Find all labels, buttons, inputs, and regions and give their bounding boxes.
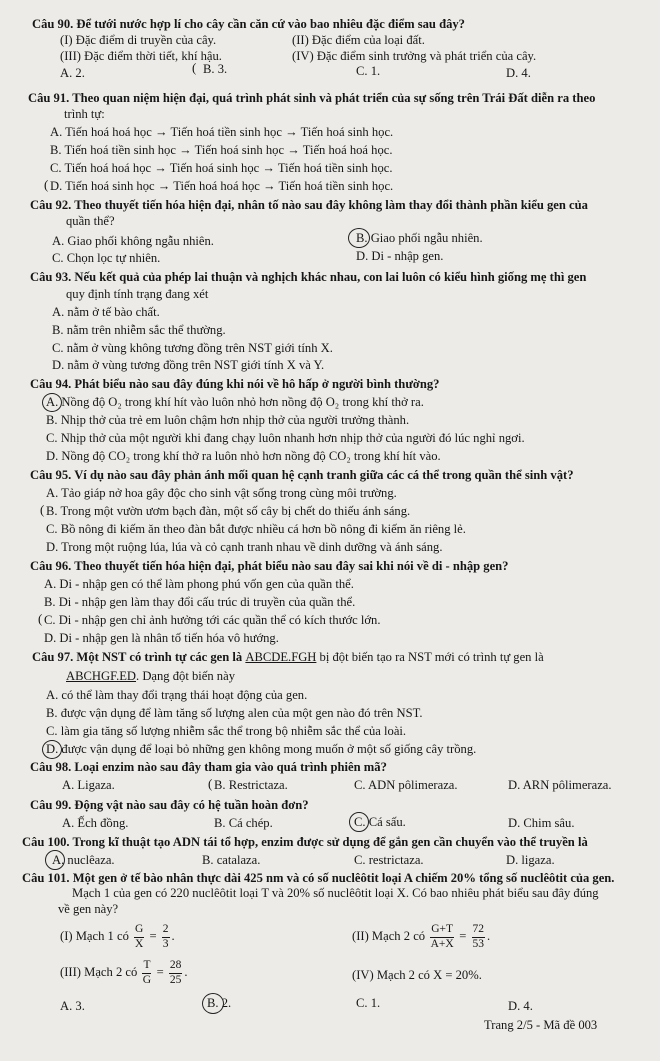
q98-option-c: C. ADN pôlimeraza. [354,778,458,792]
q90-answer-mark: ( [192,60,197,75]
q101-s1-numerator: G [134,924,144,938]
q97-option-d: D. được vận dụng để loại bỏ những gen không mong muốn ở một số giống cây trồng. [46,742,477,756]
q91-option-d: D. Tiến hoá sinh học → Tiến hoá hoá học → Tiến hoá tiền sinh học. [50,179,394,193]
q92-option-b: B. Giao phối ngẫu nhiên. [356,231,483,245]
q101-s1-value-num: 2 [162,924,170,938]
q93-stem-cont: quy định tính trạng đang xét [66,287,209,301]
q101-s3-numerator: T [142,960,151,974]
q97-stem-pre: Câu 97. Một NST có trình tự các gen là [32,650,246,664]
q90-option-d: D. 4. [506,66,531,80]
q99-option-a: A. Ếch đồng. [62,816,129,830]
q98-option-d: D. ARN pôlimeraza. [508,778,612,792]
q98-stem: Câu 98. Loại enzim nào sau đây tham gia vào quá trình phiên mã? [30,760,387,774]
q90-item-1: (I) Đặc điểm di truyền của cây. [60,33,217,47]
q101-option-d: D. 4. [508,999,533,1013]
q99-option-d: D. Chim sâu. [508,816,575,830]
q101-s2-equals: = [459,928,467,943]
q101-s3-denominator: G [142,973,152,986]
q93-option-a: A. nằm ở tế bào chất. [52,305,160,319]
q101-s1-fraction [134,924,144,950]
q95-option-b: B. Trong một vườn ươm bạch đàn, một số cây bị chết do thiếu ánh sáng. [46,504,411,518]
q101-s3-value [169,960,183,986]
q90-item-2: (II) Đặc điểm của loại đất. [292,33,425,47]
q101-s2-value-num: 72 [472,924,486,938]
q101-s3-label: (III) Mạch 2 có [60,964,138,979]
q98-option-b: B. Restrictaza. [214,778,288,792]
q94-stem: Câu 94. Phát biểu nào sau đây đúng khi nói về hô hấp ở người bình thường? [30,377,440,391]
q101-s2-fraction [430,924,454,950]
q101-stem-cont2: về gen này? [58,902,119,916]
q97-stem-post: bị đột biến tạo ra NST mới có trình tự gen là [316,650,544,664]
q98-answer-mark: ( [208,776,213,791]
q90-item-3: (III) Đặc điểm thời tiết, khí hậu. [60,49,222,63]
q101-s3-value-den: 25 [169,973,182,986]
q97-sequence-original: ABCDE.FGH [245,650,317,664]
q95-answer-mark: ( [40,502,45,517]
q101-s1-denominator: X [135,937,144,950]
q101-s3-fraction [142,960,151,986]
q101-stem-cont: Mạch 1 của gen có 220 nuclêôtit loại T và 20% số nuclêôtit loại X. Có bao nhiêu phát biểu sau đây đúng [72,886,599,900]
q92-option-d: D. Di - nhập gen. [356,249,444,263]
q97-stem [32,650,544,665]
q101-s2-value [472,924,486,950]
q101-s3-equals: = [156,964,164,979]
q94-option-c: C. Nhịp thở của một người khi đang chạy luôn nhanh hơn nhịp thở của người đó lúc nghỉ ngơi. [46,431,525,445]
q94-option-d: D. Nồng độ CO₂ trong khí thở ra luôn nhỏ hơn nồng độ CO₂ trong khí hít vào. [46,449,441,463]
q90-option-c: C. 1. [356,64,381,78]
q101-s2-end: . [487,928,491,943]
q101-stem: Câu 101. Một gen ở tế bào nhân thực dài 425 nm và có số nuclêôtit loại A chiếm 20% tổng số nuclêôtit của gen. [22,871,615,885]
q90-option-b: B. 3. [203,62,228,76]
q98-option-a: A. Ligaza. [62,778,115,792]
q96-option-d: D. Di - nhập gen là nhân tố tiến hóa vô hướng. [44,631,279,645]
q101-option-a: A. 3. [60,999,85,1013]
q97-option-a: A. có thể làm thay đổi trạng thái hoạt động của gen. [46,688,308,702]
q100-option-b: B. catalaza. [202,853,261,867]
q101-s1-end: . [171,928,175,943]
q97-sequence-mutant: ABCHGF.ED [66,669,137,683]
q93-option-d: D. nằm ở vùng tương đồng trên NST giới tính X và Y. [52,358,325,372]
q101-option-c: C. 1. [356,996,381,1010]
q91-option-c: C. Tiến hoá hoá học → Tiến hoá sinh học → Tiến hoá tiền sinh học. [50,161,393,175]
q95-option-d: D. Trong một ruộng lúa, lúa và cỏ cạnh tranh nhau về dinh dưỡng và ánh sáng. [46,540,443,554]
q97-option-b: B. được vận dụng để làm tăng số lượng alen của một gen nào đó trên NST. [46,706,423,720]
q101-s2-denominator: A+X [430,937,454,950]
q95-option-c: C. Bồ nông đi kiếm ăn theo đàn bắt được nhiều cá hơn bồ nông đi kiếm ăn riêng lẻ. [46,522,466,536]
q100-option-d: D. ligaza. [506,853,555,867]
q101-s2-value-den: 53 [472,937,484,950]
q101-s1-equals: = [149,928,157,943]
q92-stem-cont: quần thể? [66,214,115,228]
q93-option-c: C. nằm ở vùng không tương đồng trên NST giới tính X. [52,341,333,355]
q101-s1-label: (I) Mạch 1 có [60,928,129,943]
q101-s2-label: (II) Mạch 2 có [352,928,426,943]
q99-stem: Câu 99. Động vật nào sau đây có hệ tuần hoàn đơn? [30,798,309,812]
q96-option-b: B. Di - nhập gen làm thay đổi cấu trúc di truyền của quần thể. [44,595,356,609]
q100-stem: Câu 100. Trong kĩ thuật tạo ADN tái tổ hợp, enzim được sử dụng để gắn gen cần chuyển vào thể truyền là [22,835,588,849]
q90-option-a: A. 2. [60,66,85,80]
q99-option-c: C. Cá sấu. [354,815,406,829]
q101-s3-end: . [184,964,188,979]
q91-stem-cont: trình tự: [64,107,105,121]
q96-option-a: A. Di - nhập gen có thể làm phong phú vốn gen của quần thể. [44,577,354,591]
q95-option-a: A. Tảo giáp nở hoa gây độc cho sinh vật sống trong cùng môi trường. [46,486,397,500]
q97-stem-cont [66,669,235,684]
q92-stem: Câu 92. Theo thuyết tiến hóa hiện đại, nhân tố nào sau đây không làm thay đổi thành phần kiểu gen của [30,198,588,212]
q91-option-a: A. Tiến hoá hoá học → Tiến hoá tiền sinh học → Tiến hoá sinh học. [50,125,394,139]
q92-option-a: A. Giao phối không ngẫu nhiên. [52,234,214,248]
q93-stem: Câu 93. Nếu kết quả của phép lai thuận và nghịch khác nhau, con lai luôn có kiểu hình giống mẹ thì gen [30,270,587,284]
q94-option-a: A. Nồng độ O₂ trong khí hít vào luôn nhỏ hơn nồng độ O₂ trong khí thở ra. [46,395,424,409]
q90-item-4: (IV) Đặc điểm sinh trưởng và phát triển của cây. [292,49,537,63]
q101-statement-2 [352,924,490,950]
q96-option-c: C. Di - nhập gen chỉ ảnh hưởng tới các quần thể có kích thước lớn. [44,613,381,627]
q96-stem: Câu 96. Theo thuyết tiến hóa hiện đại, phát biểu nào sau đây sai khi nói về di - nhập gen? [30,559,509,573]
q96-answer-mark: ( [38,611,43,626]
q97-stem-tail: . Dạng đột biến này [136,669,235,683]
q91-answer-mark: ( [44,177,49,192]
q101-statement-4: (IV) Mạch 2 có X = 20%. [352,968,482,982]
q101-statement-1 [60,924,175,950]
q100-option-c: C. restrictaza. [354,853,424,867]
q101-s1-value-den: 3 [162,937,169,950]
q94-option-b: B. Nhịp thở của trẻ em luôn chậm hơn nhịp thở của người trưởng thành. [46,413,410,427]
q93-option-b: B. nằm trên nhiễm sắc thể thường. [52,323,226,337]
q101-s1-value [162,924,170,950]
q95-stem: Câu 95. Ví dụ nào sau đây phản ánh mối quan hệ cạnh tranh giữa các cá thể trong quần thể sinh vật? [30,468,574,482]
q91-option-b: B. Tiến hoá tiền sinh học → Tiến hoá sinh học → Tiến hoá hoá học. [50,143,393,157]
q101-option-b: B. 2. [207,996,232,1010]
q90-stem: Câu 90. Để tưới nước hợp lí cho cây cần căn cứ vào bao nhiêu đặc điểm sau đây? [32,17,465,31]
q97-option-c: C. làm gia tăng số lượng nhiễm sắc thể trong bộ nhiễm sắc thể của loài. [46,724,407,738]
q100-option-a: A. nuclêaza. [52,853,115,867]
page-footer: Trang 2/5 - Mã đề 003 [484,1018,598,1032]
q101-s2-numerator: G+T [430,924,454,938]
q99-option-b: B. Cá chép. [214,816,273,830]
q91-stem: Câu 91. Theo quan niệm hiện đại, quá trình phát sinh và phát triển của sự sống trên Trái Đất diễn ra theo [28,91,596,105]
q101-statement-3 [60,960,188,986]
q92-option-c: C. Chọn lọc tự nhiên. [52,251,161,265]
q101-s3-value-num: 28 [169,960,183,974]
